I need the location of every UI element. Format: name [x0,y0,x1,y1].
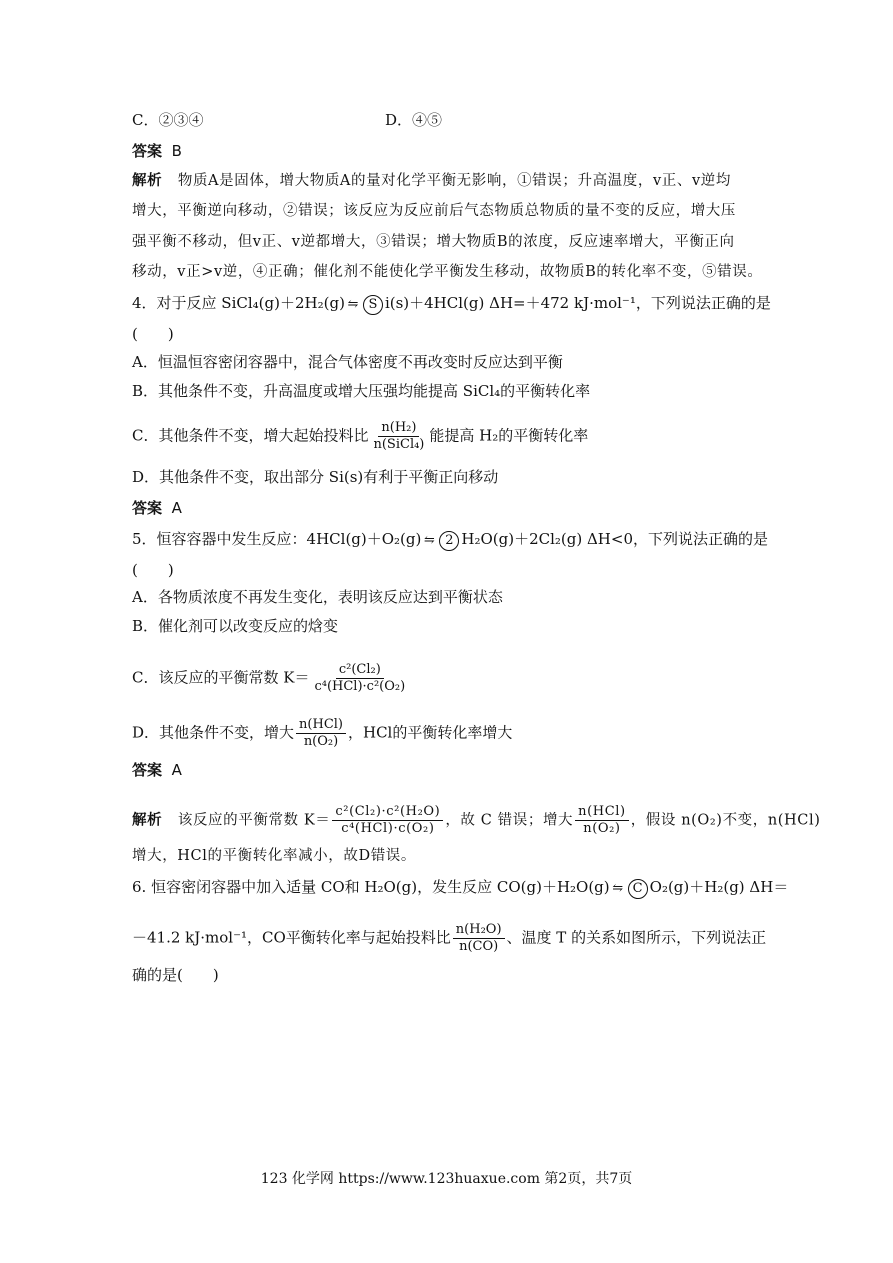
equilibrium-arrow-icon: ⇋ [347,297,359,312]
q6-stem-line-3: 确的是( ) [132,966,219,984]
circled-mark: C [628,879,648,899]
q6-stem-line-1: 6. 恒容密闭容器中加入适量 CO和 H₂O(g)，发生反应 CO(g)＋H₂O(g) ⇋ C O₂(g)＋H₂(g) ΔH＝ [132,877,788,899]
q5-paren: ( ) [132,561,174,579]
fraction: $\frac{\text{n(H₂)}}{\text{n(SiCl₄)}}$ [373,420,425,452]
q5-analysis-line-1: 解析 该反应的平衡常数 K＝ $\frac{\text{c²(Cl₂)·c²(H₂O)}}{\text{c⁴(HCl)·c(O₂)}}$ ，故 C 错误；增大 $\frac{\text{n(HCl)}}{\text{n(O₂)}}$ ，假设 n(O₂)不变，n(HCl) [132,804,821,836]
q3-option-d: D．④⑤ [385,111,443,129]
q4-option-d: D．其他条件不变，取出部分 Si(s)有利于平衡正向移动 [132,468,499,486]
q3-analysis-line-4: 移动，v正>v逆，④正确；催化剂不能使化学平衡发生移动，故物质B的转化率不变，⑤错误。 [132,264,763,280]
q5-option-c: C．该反应的平衡常数 K＝ $\frac{\text{c²(Cl₂)}}{\text{c⁴(HCl)·c²(O₂)}}$ [132,662,410,695]
fraction: $\frac{\text{c²(Cl₂)·c²(H₂O)}}{\text{c⁴(HCl)·c(O₂)}}$ [332,804,443,837]
circled-mark: S [363,295,383,315]
q5-option-b: B．催化剂可以改变反应的焓变 [132,617,339,635]
q4-option-b: B．其他条件不变，升高温度或增大压强均能提高 SiCl₄的平衡转化率 [132,382,591,400]
equilibrium-arrow-icon: ⇋ [423,533,435,548]
q3-analysis-line-3: 强平衡不移动，但v正、v逆都增大，③错误；增大物质B的浓度，反应速率增大，平衡正向 [132,234,735,250]
q4-stem: 4．对于反应 SiCl₄(g)＋2H₂(g) ⇋ S i(s)＋4HCl(g) ΔH=＋472 kJ·mol⁻¹，下列说法正确的是 [132,293,771,315]
q3-answer: 答案 B [132,142,182,160]
q5-option-a: A．各物质浓度不再发生变化，表明该反应达到平衡状态 [132,588,503,606]
q3-analysis-line-2: 增大，平衡逆向移动，②错误；该反应为反应前后气态物质总物质的量不变的反应，增大压 [132,203,736,219]
q4-option-c: C．其他条件不变，增大起始投料比 $\frac{\text{n(H₂)}}{\text{n(SiCl₄)}}$ 能提高 H₂的平衡转化率 [132,420,589,452]
q3-option-c: C．②③④ [132,111,204,129]
q4-option-a: A．恒温恒容密闭容器中，混合气体密度不再改变时反应达到平衡 [132,353,563,371]
fraction: $\frac{\text{n(HCl)}}{\text{n(O₂)}}$ [575,804,629,837]
fraction: $\frac{\text{c²(Cl₂)}}{\text{c⁴(HCl)·c²(O₂)}}$ [314,662,406,694]
page-footer: 123 化学网 https://www.123huaxue.com 第2页，共7页 [260,1171,633,1187]
fraction: $\frac{\text{n(HCl)}}{\text{n(O₂)}}$ [296,717,346,750]
fraction: $\frac{\text{n(H₂O)}}{n(CO)}$ [453,922,505,955]
q5-option-d: D．其他条件不变，增大 $\frac{\text{n(HCl)}}{\text{n(O₂)}}$ ，HCl的平衡转化率增大 [132,717,513,749]
q3-analysis-line-1: 解析 物质A是固体，增大物质A的量对化学平衡无影响，①错误；升高温度，v正、v逆均 [132,173,731,189]
q4-answer: 答案 A [132,499,182,517]
equilibrium-arrow-icon: ⇋ [612,881,624,896]
circled-mark: 2 [439,531,459,551]
q4-paren: ( ) [132,325,174,343]
q6-stem-line-2: －41.2 kJ·mol⁻¹，CO平衡转化率与起始投料比 $\frac{\text{n(H₂O)}}{n(CO)}$ 、温度 T 的关系如图所示，下列说法正 [132,922,767,954]
q5-answer: 答案 A [132,761,182,779]
q5-stem: 5．恒容容器中发生反应：4HCl(g)＋O₂(g) ⇋ 2 H₂O(g)＋2Cl₂(g) ΔH<0，下列说法正确的是 [132,529,768,551]
q5-analysis-line-2: 增大，HCl的平衡转化率减小，故D错误。 [132,848,417,864]
